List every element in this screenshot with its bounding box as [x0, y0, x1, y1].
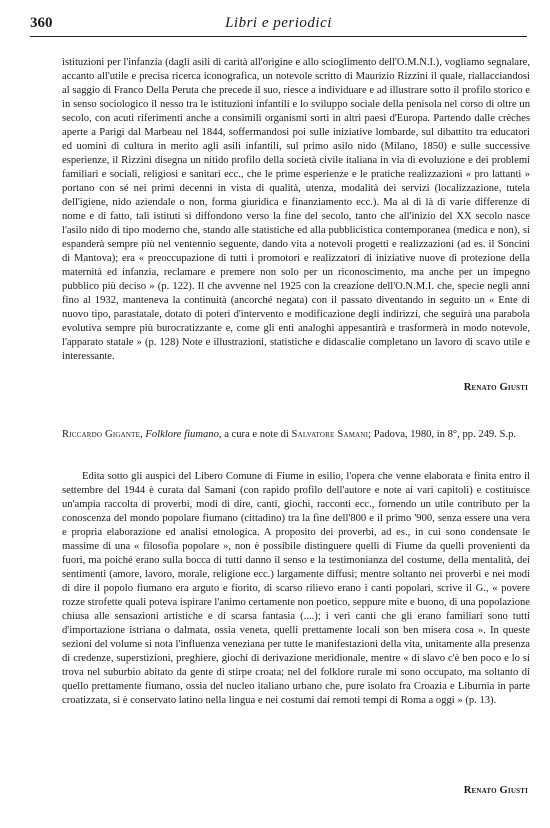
review-2-signature: Renato Giusti	[463, 785, 528, 796]
ref-sep: ,	[140, 429, 146, 440]
review-2-body: Edita sotto gli auspici del Libero Comune di Fiume in esilio, l'opera che venne elaborata e finita entro il settembre del 1944 è curata dal Samani (con rapido profilo dell'autore e note ai vari capitoli) e costituisce un'ampia raccolta di proverbi, modi di dire, canti, giochi, racconti ecc., fornendo un utile contributo per la conoscenza del mondo popolare fiumano (cittadino) tra la fine dell'800 e il primo '900, senza essere una vera e propria elaborazione ed analisi etnologica. A proposito dei proverbi, ad es., in cui sono condensate le massime di una « filosofia popolare », non è possibile distinguere quelli di Fiume da quelli provenienti da fuori, ma poiché erano sulla bocca di tutti danno il senso e la testimonianza del costume, della mentalità, dei sentimenti (amore, lavoro, morale, religione ecc.) largamente diffusi; mentre soltanto nei proverbi e nei modi di dire il popolo fiumano era arguto e fiorito, di scarso rilievo erano i canti popolari, scrive il G., « povere rozze strofette quali poteva ispirare l'animo certamente non poetico, seppure mite e buono, di una popolazione chiusa alle sensazioni artistiche e di scarsa fantasia (....); i veri canti che gli erano familiari sono tutti d'importazione istriana o dalmata, ossia veneta, quelli prettamente locali son ben misera cosa ». In queste sezioni del volume si nota l'influenza veneziana per tutte le manifestazioni della vita, unitamente alla presenza di credenze, superstizioni, preghiere, giochi di derivazione meridionale, mentre « di slavo c'è ben poco e lo si trova nel suburbio abitato da gente di stirpe croata; nel del folklore rurale mi sono occupato, ma soltanto di quello prettamente fiumano, ossia del nucleo italiano urbano che, pure isolato fra Croazia e Liburnia in parte croatizzata, si è conservato latino nella lingua e nei costumi dai remoti tempi di Roma a oggi » (p. 13).	[62, 471, 530, 706]
book-title: Folklore fiumano	[145, 429, 219, 440]
book-editor: Salvatore Samani	[291, 429, 369, 440]
ref-tail: ; Padova, 1980, in 8°, pp. 249. S.p.	[368, 429, 517, 440]
review-1-body: istituzioni per l'infanzia (dagli asili di carità all'origine e allo scioglimento dell'O.M.N.I.), vogliamo segnalare, accanto all'utile e precisa ricerca iconografica, un notevole scritto di Maurizio Rizzini il quale, riallacciandosi al saggio di Franco Della Peruta che precede il suo, riesce a individuare e ad illustrare sotto il profilo storico e in senso sociologico il nesso tra le istituzioni infantili e lo sviluppo sociale della penisola nel corso di oltre un secolo, con acuti riferimenti anche a consimili organismi sorti in altri paesi d'Europa. Partendo dalle crèches aperte a Parigi dal Marbeau nel 1844, soffermandosi poi sulle iniziative lombarde, sul dibattito tra educatori ed uomini di cultura in merito agli asili infantili, sul primo asilo nido (Milano, 1850) e sulle successive esperienze, il Rizzini disegna un nitido profilo della società civile italiana in via di evoluzione e dei problemi familiari e sociali, religiosi e sanitari ecc., che le prime esperienze e le pratiche realizzazioni « pro lattanti » portano con sé nei primi decenni in vista di qualità, utenza, modalità dei servizi (localizzazione, tutela dell'igiene, nido aziendale o non, forma giuridica e finanziamento ecc.). Ma al di là di varie differenze di nome e di fatto, tali istituti si diffondono verso la fine del secolo, tanto che all'inizio del XX secolo nasce l'asilo nido di tipo moderno che, stando alle statistiche ed alla pubblicistica contemporanea (medica e non), si espanderà sempre più nel ventennio seguente, dando vita a notevoli progetti e realizzazioni (ad es. il Soncini di Mantova); era « preoccupazione di tutti i promotori e realizzatori di iniziative nuove di protezione della maternità ed infanzia, reclamare e premere non solo per un riconoscimento, ma anche per un impegno pubblico più deciso » (p. 122). Il che avvenne nel 1925 con la creazione dell'O.N.M.I. che, specie negli anni fino al 1932, manteneva la continuità (ancorché negata) con il passato diventando in seguito un « Ente di nuovo tipo, parastatale, dotato di poteri d'intervento e modificazione degli indirizzi, che seguirà una parabola evolutiva sempre più burocratizzante e, come gli enti analoghi appesantirà e trasformerà in modo notevole, l'apparato statale » (p. 128) Note e illustrazioni, statistiche e didascalie completano un lavoro di scavo utile e interessante.	[62, 57, 530, 362]
ref-mid: , a cura e note di	[218, 429, 292, 440]
review-2-reference	[62, 428, 530, 442]
book-author: Riccardo Gigante	[62, 429, 141, 440]
running-title: Libri e periodici	[225, 15, 332, 31]
page-header	[30, 14, 527, 37]
review-1-signature: Renato Giusti	[463, 382, 528, 393]
page-number: 360	[30, 15, 53, 31]
